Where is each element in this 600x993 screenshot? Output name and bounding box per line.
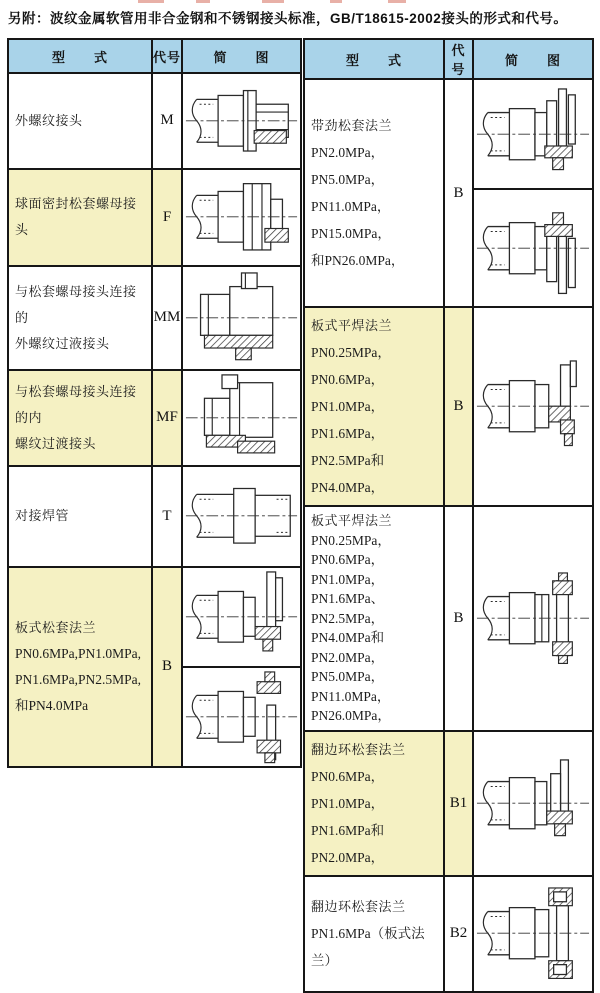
spherical-seal-loose-nut-joint-diagram: [183, 170, 300, 264]
type-line: 板式平焊法兰: [311, 513, 393, 528]
diagram-cell: [182, 466, 301, 567]
table-row: [8, 466, 301, 567]
diagram-cell: [473, 506, 593, 731]
pn-line: 和PN26.0MPa，: [311, 253, 405, 268]
header-type: 型 式: [304, 39, 444, 79]
pn-line: PN11.0MPa，PN26.0MPa，: [311, 688, 391, 723]
header-type: 型 式: [8, 39, 152, 73]
table-row: [8, 73, 301, 169]
type-cell: [8, 466, 152, 567]
pn-line: PN0.6MPa，PN1.0MPa，: [311, 768, 385, 811]
type-line: 板式松套法兰: [15, 619, 97, 635]
type-cell: [304, 876, 444, 992]
table-row: [8, 567, 301, 667]
pn-line: PN1.0MPa，PN1.6MPa、: [311, 571, 385, 606]
type-line: 与松套螺母接头连接的内: [15, 383, 137, 425]
table-row: [304, 731, 593, 876]
necked-loose-flange-lower-diagram: [474, 201, 592, 295]
plate-weld-flange-diagram: [474, 359, 592, 453]
male-thread-transition-joint-diagram: [183, 271, 300, 365]
diagram-cell: [473, 79, 593, 189]
pn-line: PN1.0MPa，PN1.6MPa，: [311, 399, 385, 441]
plate-loose-flange-lower-diagram: [183, 670, 300, 764]
pn-line: PN1.6MPa（板式法兰）: [311, 926, 425, 968]
type-cell: [304, 506, 444, 731]
code-cell: B: [444, 506, 473, 731]
type-line: 翻边环松套法兰: [311, 741, 406, 757]
type-line: 板式平焊法兰: [311, 318, 393, 333]
type-cell: [8, 73, 152, 169]
plate-weld-flange-full-diagram: [474, 571, 592, 665]
pn-line: PN2.0MPa，PN5.0MPa，: [311, 649, 385, 684]
butt-weld-pipe-diagram: [183, 469, 300, 563]
diagram-cell: [473, 876, 593, 992]
table-row: [8, 266, 301, 370]
type-cell: [304, 79, 444, 307]
type-line: 螺纹过渡接头: [15, 435, 97, 451]
diagram-cell: [473, 307, 593, 506]
header-code: 代号: [444, 39, 473, 79]
pn-line: PN1.6MPa,PN2.5MPa,: [15, 671, 142, 687]
diagram-cell: [473, 189, 593, 307]
type-line: 翻边环松套法兰: [311, 899, 406, 914]
necked-loose-flange-upper-diagram: [474, 87, 592, 181]
flanged-ring-loose-flange-plate-diagram: [474, 886, 592, 980]
type-cell: [304, 731, 444, 876]
code-cell: MM: [152, 266, 182, 370]
code-cell: B: [444, 307, 473, 506]
diagram-cell: [182, 370, 301, 466]
diagram-cell: [473, 731, 593, 876]
header-diagram: 简 图: [473, 39, 593, 79]
table-row: [8, 169, 301, 266]
diagram-cell: [182, 266, 301, 370]
joint-table-left: [7, 38, 302, 768]
table-row: [8, 370, 301, 466]
type-line: 外螺纹接头: [15, 112, 83, 128]
pn-line: PN2.5MPa，PN4.0MPa和: [311, 610, 385, 645]
diagram-cell: [182, 169, 301, 266]
type-line: 与松套螺母接头连接的: [15, 283, 137, 325]
pn-line: PN0.6MPa,PN1.0MPa,: [15, 645, 142, 661]
type-line: 带劲松套法兰: [311, 118, 393, 133]
code-cell: B: [152, 567, 182, 767]
diagram-cell: [182, 567, 301, 667]
page-title: 另附：波纹金属软管用非合金钢和不锈钢接头标准，GB/T18615-2002接头的形式和代号。: [8, 11, 568, 26]
male-thread-joint-diagram: [183, 74, 300, 168]
pn-line: 和PN4.0MPa: [15, 697, 89, 713]
type-line: 外螺纹过液接头: [15, 335, 110, 351]
joint-table-right: [303, 38, 594, 993]
type-cell: [8, 266, 152, 370]
diagram-cell: [182, 667, 301, 767]
female-thread-transition-joint-diagram: [183, 371, 300, 465]
pn-line: PN0.25MPa，PN0.6MPa，: [311, 532, 391, 567]
type-cell: [304, 307, 444, 506]
pn-line: PN11.0MPa，PN15.0MPa，: [311, 199, 391, 241]
table-row: [304, 876, 593, 992]
diagram-cell: [182, 73, 301, 169]
pn-line: PN2.5MPa和PN4.0MPa，: [311, 453, 385, 495]
pn-line: PN0.25MPa，PN0.6MPa，: [311, 345, 391, 387]
table-row: [304, 506, 593, 731]
header-diagram: 简 图: [182, 39, 301, 73]
code-cell: F: [152, 169, 182, 266]
pn-line: PN1.6MPa和PN2.0MPa，: [311, 822, 385, 865]
table-row: [304, 79, 593, 189]
code-cell: B2: [444, 876, 473, 992]
code-cell: MF: [152, 370, 182, 466]
plate-loose-flange-upper-diagram: [183, 570, 300, 664]
type-cell: [8, 370, 152, 466]
pn-line: PN2.0MPa，PN5.0MPa，: [311, 145, 385, 187]
flanged-ring-loose-flange-diagram: [474, 756, 592, 850]
type-cell: [8, 567, 152, 767]
type-line: 球面密封松套螺母接头: [15, 196, 137, 238]
code-cell: T: [152, 466, 182, 567]
code-cell: B1: [444, 731, 473, 876]
type-cell: [8, 169, 152, 266]
type-line: 对接焊管: [15, 508, 70, 524]
table-row: [304, 307, 593, 506]
code-cell: B: [444, 79, 473, 307]
header-code: 代号: [152, 39, 182, 73]
code-cell: M: [152, 73, 182, 169]
cropped-red-text-remnant: [0, 0, 600, 5]
